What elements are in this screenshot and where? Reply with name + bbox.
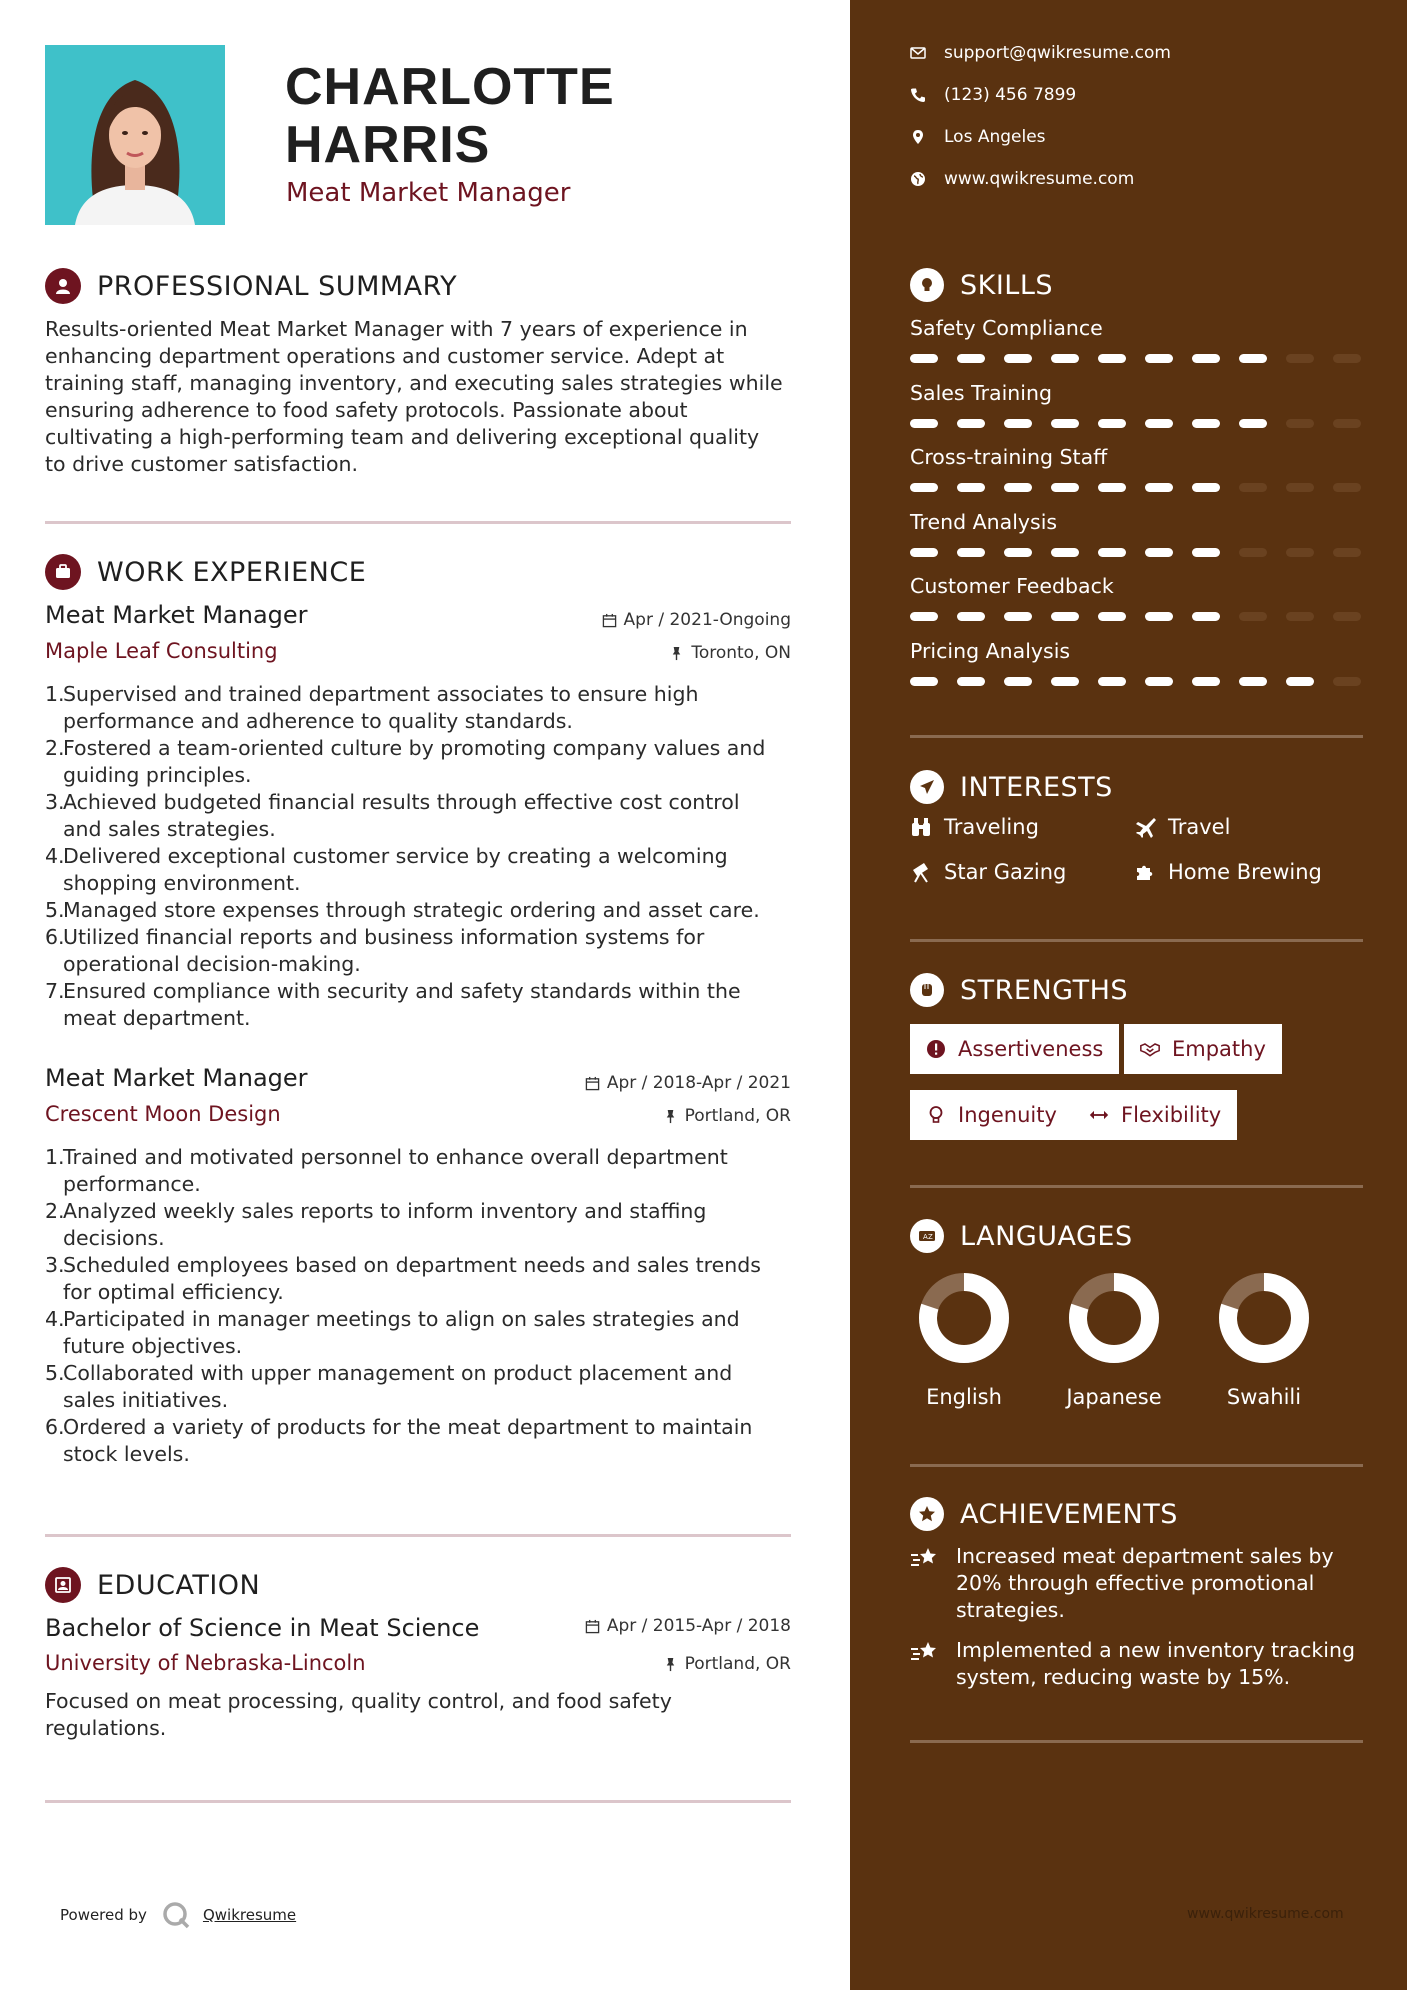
skill-segment-empty [1286,419,1314,428]
skill-segment-filled [1192,483,1220,492]
globe-icon [910,171,926,187]
skill-segment-filled [957,354,985,363]
list-item: 2. Fostered a team-oriented culture by promoting company values and [45,736,766,760]
job-bullets [45,681,805,1032]
skill-segment-filled [1098,612,1126,621]
skill-segment-filled [1051,354,1079,363]
skill-segment-filled [1192,677,1220,686]
calendar-icon [602,613,617,628]
interests-heading [910,770,1113,804]
experience-heading-text: WORK EXPERIENCE [97,556,367,588]
summary-heading-text: PROFESSIONAL SUMMARY [97,270,458,302]
shooting-star-icon [910,1545,940,1571]
list-item: 2. Analyzed weekly sales reports to inform inventory and staffing [45,1199,707,1223]
skill-segment-empty [1286,548,1314,557]
graduation-icon [45,1567,81,1603]
list-item: future objectives. [63,1334,243,1358]
education-location [663,1654,791,1674]
calendar-icon [585,1619,600,1634]
skill-segment-empty [1333,612,1361,621]
job-location [669,643,791,663]
skill-segment-filled [1051,612,1079,621]
strength-chip: Assertiveness [910,1024,1119,1074]
skill-segment-filled [957,612,985,621]
list-item: 1. Trained and motivated personnel to enhance overall department [45,1145,728,1169]
achievement-item: Implemented a new inventory tracking system, reducing waste by 15%. [910,1637,1380,1691]
skill-segment-empty [1333,354,1361,363]
education-heading-text: EDUCATION [97,1569,261,1601]
job-company: Maple Leaf Consulting [45,639,278,663]
skill-segment-filled [957,419,985,428]
contact-website-text: www.qwikresume.com [944,169,1135,189]
list-item: 3. Achieved budgeted financial results through effective cost control [45,790,740,814]
skill-segment-filled [1004,354,1032,363]
contact-email[interactable] [910,43,1171,63]
skill-segment-filled [1004,419,1032,428]
section-divider [45,1800,791,1803]
name-line-last: HARRIS [285,116,491,174]
skill-name: Safety Compliance [910,316,1103,340]
education-line: regulations. [45,1716,167,1740]
profile-photo [45,45,225,225]
list-item: 6. Ordered a variety of products for the meat department to maintain [45,1415,753,1439]
skill-segment-empty [1239,548,1267,557]
list-item: 3. Scheduled employees based on department needs and sales trends [45,1253,761,1277]
summary-line: ensuring adherence to food safety protocols. Passionate about [45,398,688,422]
interest-item: Home Brewing [1134,860,1322,884]
job-bullets [45,1144,805,1468]
contact-phone[interactable] [910,85,1076,105]
language-icon [910,1219,944,1253]
skill-segment-filled [1145,677,1173,686]
contact-website[interactable] [910,169,1134,189]
skill-level-bar [910,548,1363,558]
phone-icon [910,87,926,103]
list-item: 4. Participated in manager meetings to align on sales strategies and [45,1307,740,1331]
skill-level-bar [910,354,1363,364]
puzzle-icon [1134,861,1156,883]
language-name: Japanese [1066,1385,1162,1409]
skill-segment-filled [1192,419,1220,428]
skill-segment-filled [910,483,938,492]
language-name: English [926,1385,1002,1409]
skill-segment-empty [1286,354,1314,363]
shooting-star-icon [910,1639,940,1665]
education-dates-text: Apr / 2015-Apr / 2018 [606,1616,791,1636]
list-item: stock levels. [63,1442,190,1466]
skill-segment-filled [1098,354,1126,363]
skill-segment-filled [1004,483,1032,492]
pin-icon [663,1657,678,1672]
skill-segment-empty [1286,612,1314,621]
skill-segment-filled [957,548,985,557]
star-badge-icon [910,1497,944,1531]
name-line-first: CHARLOTTE [285,58,615,116]
skill-level-bar [910,677,1363,687]
sidebar [850,0,1407,1990]
handshake-icon [1140,1039,1160,1059]
skill-segment-filled [957,483,985,492]
list-item: 6. Utilized financial reports and business information systems for [45,925,705,949]
list-item: 5. Managed store expenses through strategic ordering and asset care. [45,898,760,922]
list-item: and sales strategies. [63,817,276,841]
list-item: guiding principles. [63,763,252,787]
skill-segment-filled [1051,483,1079,492]
skill-segment-filled [910,612,938,621]
telescope-icon [910,861,932,883]
summary-line: training staff, managing inventory, and executing sales strategies while [45,371,783,395]
achievement-item: Increased meat department sales by 20% through effective promotional strategies. [910,1543,1380,1624]
summary-line: cultivating a high-performing team and delivering exceptional quality [45,425,760,449]
svg-text:A: A [923,1233,928,1241]
skill-segment-filled [1098,419,1126,428]
map-pin-icon [910,129,926,145]
strength-chip: Empathy [1124,1024,1282,1074]
briefcase-icon [45,554,81,590]
skill-segment-empty [1333,419,1361,428]
skill-segment-filled [1051,419,1079,428]
plane-icon [1134,816,1156,838]
language-level-ring [918,1272,1010,1364]
powered-by-label: Powered by [60,1906,147,1924]
skill-segment-filled [1192,354,1220,363]
job-dates [585,1073,791,1093]
education-location-text: Portland, OR [684,1654,791,1674]
pin-icon [669,646,684,661]
skill-level-bar [910,483,1363,493]
skill-segment-filled [1004,548,1032,557]
skill-segment-filled [1051,548,1079,557]
skill-segment-filled [957,677,985,686]
summary-line: enhancing department operations and customer service. Adept at [45,344,725,368]
strength-chip: Flexibility [1073,1090,1237,1140]
lightbulb-icon [926,1105,946,1125]
education-dates [585,1616,791,1636]
list-item: 1. Supervised and trained department associates to ensure high [45,682,699,706]
languages-heading-text: LANGUAGES [960,1220,1133,1252]
contact-email-text: support@qwikresume.com [944,43,1171,63]
job-location [663,1106,791,1126]
contact-location-text: Los Angeles [944,127,1046,147]
contact-phone-text: (123) 456 7899 [944,85,1077,105]
skill-name: Customer Feedback [910,574,1114,598]
skills-heading-text: SKILLS [960,269,1054,301]
skills-heading [910,268,1053,302]
interest-item: Star Gazing [910,860,1066,884]
qwikresume-logo-icon [161,1900,191,1930]
skill-segment-filled [910,354,938,363]
skill-segment-filled [1239,419,1267,428]
skill-segment-filled [1286,677,1314,686]
skill-segment-filled [1145,419,1173,428]
skill-segment-empty [1333,483,1361,492]
section-divider [910,1464,1363,1467]
paper-plane-icon [910,770,944,804]
strengths-heading-text: STRENGTHS [960,974,1129,1006]
contact-location [910,127,1046,147]
school-name: University of Nebraska-Lincoln [45,1651,366,1675]
skill-segment-filled [910,548,938,557]
user-icon [45,268,81,304]
skill-segment-empty [1333,677,1361,686]
section-divider [910,939,1363,942]
skill-segment-filled [1192,612,1220,621]
list-item: 5. Collaborated with upper management on product placement and [45,1361,733,1385]
skill-segment-filled [1192,548,1220,557]
exclamation-icon [926,1039,946,1059]
summary-text [45,316,795,478]
candidate-title: Meat Market Manager [286,178,571,208]
skill-segment-empty [1239,612,1267,621]
skill-segment-filled [1239,354,1267,363]
summary-heading [45,268,457,304]
experience-heading [45,554,366,590]
list-item: 4. Delivered exceptional customer service by creating a welcoming [45,844,728,868]
skill-name: Pricing Analysis [910,638,1071,663]
job-title: Meat Market Manager [45,601,308,629]
arrows-horizontal-icon [1089,1105,1109,1125]
list-item: performance and adherence to quality standards. [63,709,573,733]
degree-title: Bachelor of Science in Meat Science [45,1614,480,1642]
skill-segment-empty [1239,483,1267,492]
interest-item: Travel [1134,815,1230,839]
summary-line: to drive customer satisfaction. [45,452,359,476]
skill-segment-empty [1286,483,1314,492]
footer-website: www.qwikresume.com [1187,1906,1344,1922]
list-item: shopping environment. [63,871,301,895]
skill-segment-filled [1098,548,1126,557]
job-company: Crescent Moon Design [45,1102,281,1126]
section-divider [45,1534,791,1537]
skill-segment-filled [1145,483,1173,492]
section-divider [45,521,791,524]
list-item: sales initiatives. [63,1388,229,1412]
skill-segment-filled [1239,677,1267,686]
strengths-heading [910,973,1128,1007]
job-dates-text: Apr / 2021-Ongoing [623,610,791,630]
fist-icon [910,973,944,1007]
calendar-icon [585,1076,600,1091]
skill-segment-filled [1145,354,1173,363]
list-item: decisions. [63,1226,165,1250]
skill-segment-filled [1098,483,1126,492]
list-item: for optimal efficiency. [63,1280,284,1304]
envelope-icon [910,45,926,61]
job-dates-text: Apr / 2018-Apr / 2021 [606,1073,791,1093]
binoculars-icon [910,816,932,838]
skill-name: Trend Analysis [910,509,1058,534]
pin-icon [663,1109,678,1124]
interests-heading-text: INTERESTS [960,771,1113,803]
job-location-text: Portland, OR [684,1106,791,1126]
list-item: 7. Ensured compliance with security and safety standards within the [45,979,741,1003]
education-line: Focused on meat processing, quality control, and food safety [45,1689,672,1713]
skill-segment-filled [1145,612,1173,621]
skill-segment-filled [910,419,938,428]
skill-level-bar [910,612,1363,622]
education-description [45,1688,795,1742]
skill-name: Cross-training Staff [910,445,1108,469]
skill-segment-filled [1051,677,1079,686]
language-level-ring [1068,1272,1160,1364]
skill-segment-filled [1098,677,1126,686]
powered-by [60,1900,296,1930]
section-divider [910,1185,1363,1188]
lightbulb-icon [910,268,944,302]
job-title: Meat Market Manager [45,1064,308,1092]
summary-line: Results-oriented Meat Market Manager with 7 years of experience in [45,317,748,341]
svg-text:Z: Z [928,1233,933,1241]
section-divider [910,1740,1363,1743]
list-item: operational decision-making. [63,952,361,976]
skill-segment-filled [910,677,938,686]
skill-segment-filled [1004,612,1032,621]
candidate-name [285,58,805,174]
section-divider [910,735,1363,738]
achievements-heading [910,1497,1178,1531]
interest-item: Traveling [910,815,1039,839]
skill-name: Sales Training [910,380,1052,405]
strength-chip: Ingenuity [910,1090,1073,1140]
list-item: meat department. [63,1006,251,1030]
job-dates [602,610,791,630]
job-location-text: Toronto, ON [691,643,791,663]
qwikresume-link[interactable]: Qwikresume [202,1906,297,1924]
language-name: Swahili [1226,1385,1302,1409]
languages-heading [910,1219,1133,1253]
skill-level-bar [910,419,1363,429]
skill-segment-filled [1004,677,1032,686]
achievements-heading-text: ACHIEVEMENTS [960,1498,1178,1530]
skill-segment-filled [1145,548,1173,557]
list-item: performance. [63,1172,201,1196]
language-level-ring [1218,1272,1310,1364]
skill-segment-empty [1333,548,1361,557]
education-heading [45,1567,260,1603]
